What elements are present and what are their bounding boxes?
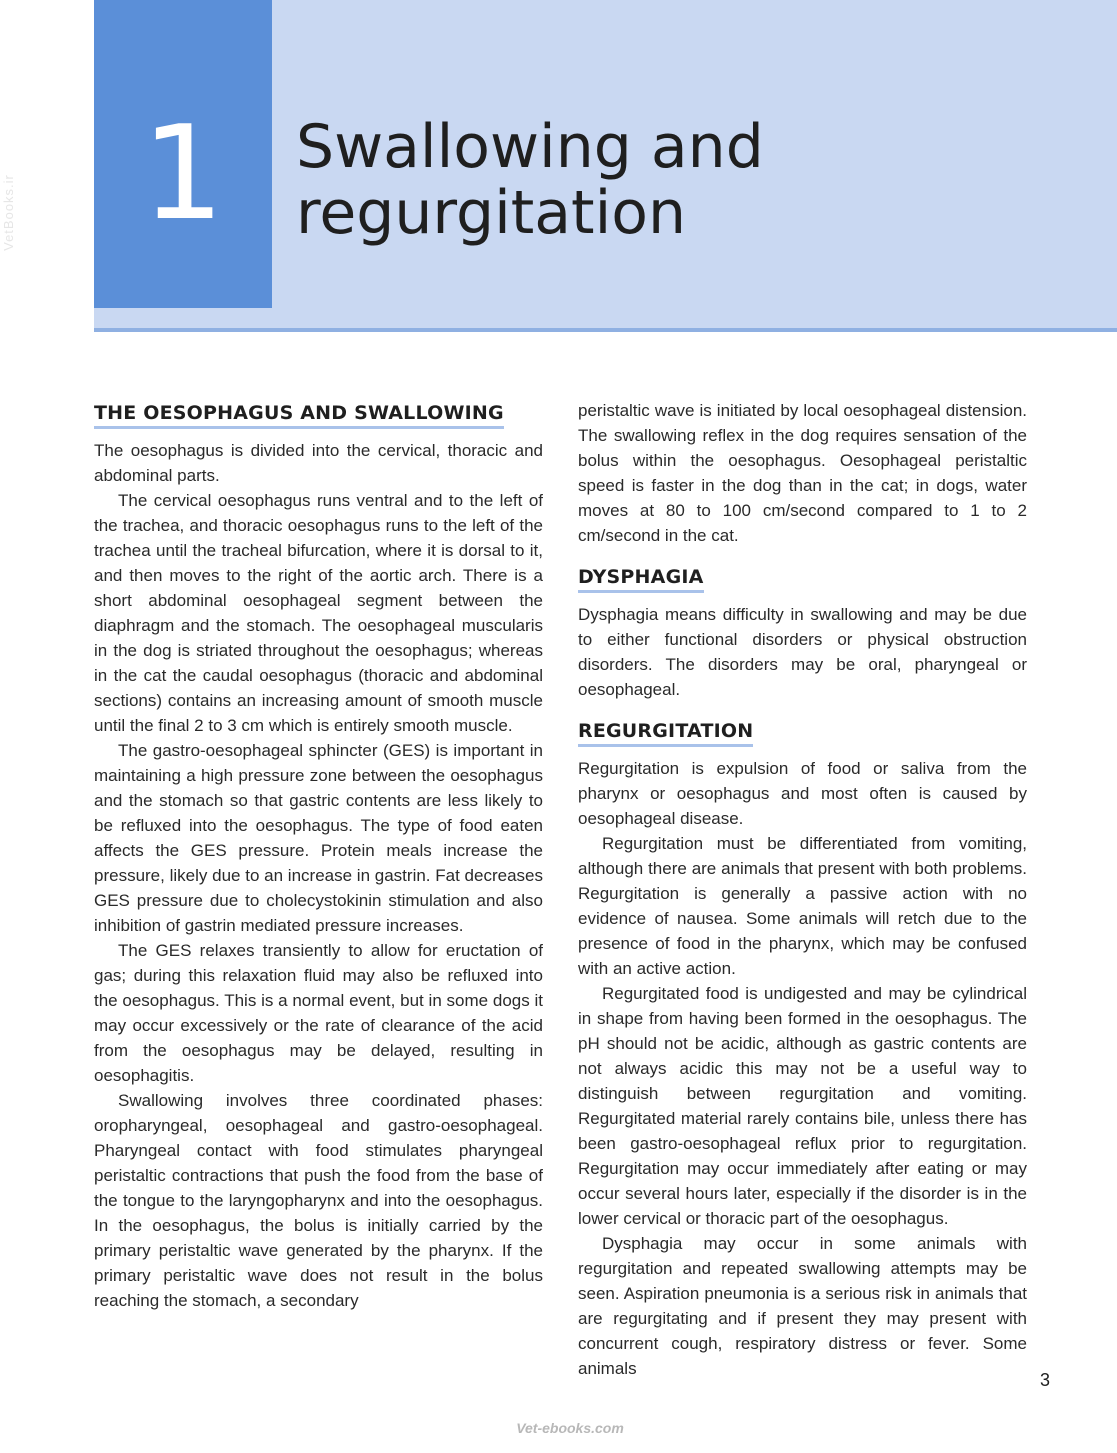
chapter-title xyxy=(296,114,1076,246)
paragraph: Regurgitation must be differentiated from vomiting, although there are animals that present with both problems. Regurgitation is generally a passive action with no evidence of nausea. Some animals will retch due to the presence of food in the pharynx, which may be confused with an active action. xyxy=(578,834,1027,978)
paragraph: Swallowing involves three coordinated phases: oropharyngeal, oesophageal and gastro-oesophageal. Pharyngeal contact with food stimulates pharyngeal peristaltic contractions that push the food from the base of the tongue to the laryngopharynx and into the oesophagus. In the oesophagus, the bolus is initially carried by the primary peristaltic wave generated by the pharynx. If the primary peristaltic wave does not result in the bolus reaching the stomach, a secondary xyxy=(94,1091,543,1310)
chapter-title-line-2: regurgitation xyxy=(296,178,686,248)
chapter-title-line-1: Swallowing and xyxy=(296,112,764,182)
paragraph: The GES relaxes transiently to allow for eructation of gas; during this relaxation fluid may also be refluxed into the oesophagus. This is a normal event, but in some dogs it may occur excessively or the rate of clearance of the acid from the oesophagus may be delayed, resulting in oesophagitis. xyxy=(94,941,543,1085)
paragraph: Dysphagia means difficulty in swallowing and may be due to either functional disorders or physical obstruction disorders. The disorders may be oral, pharyngeal or oesophageal. xyxy=(578,605,1027,699)
side-watermark: VetBooks.ir xyxy=(0,174,16,251)
paragraph: The gastro-oesophageal sphincter (GES) is important in maintaining a high pressure zone between the oesophagus and the stomach so that gastric contents are less likely to be refluxed into the oesophagus. The type of food eaten affects the GES pressure. Protein meals increase the pressure, likely due to an increase in gastrin. Fat decreases GES pressure due to cholecystokinin stimulation and also inhibition of gastrin mediated pressure increases. xyxy=(94,741,543,935)
right-column xyxy=(578,398,1027,1381)
left-column xyxy=(94,398,543,1313)
page-number: 3 xyxy=(1040,1370,1051,1390)
header-rule xyxy=(94,328,1117,332)
paragraph: Regurgitated food is undigested and may be cylindrical in shape from having been formed in the oesophagus. The pH should not be acidic, although as gastric contents are not always acidic this may not be a useful way to distinguish between regurgitation and vomiting. Regurgitated material rarely contains bile, unless there has been gastro-oesophageal reflux prior to regurgitation. Regurgitation may occur immediately after eating or may occur several hours later, especially if the disorder is in the lower cervical or thoracic part of the oesophagus. xyxy=(578,984,1027,1228)
footer-watermark: Vet-ebooks.com xyxy=(516,1420,624,1436)
paragraph: Regurgitation is expulsion of food or saliva from the pharynx or oesophagus and most often is caused by oesophageal disease. xyxy=(578,759,1027,828)
section-heading-regurgitation: REGURGITATION xyxy=(578,719,753,747)
paragraph: peristaltic wave is initiated by local oesophageal distension. The swallowing reflex in the dog requires sensation of the bolus within the oesophagus. Oesophageal peristaltic speed is faster in the dog than in the cat; in dogs, water moves at 80 to 100 cm/second compared to 1 to 2 cm/second in the cat. xyxy=(578,401,1027,545)
chapter-number: 1 xyxy=(141,97,225,249)
section-heading-dysphagia: DYSPHAGIA xyxy=(578,565,704,593)
section-heading-oesophagus: THE OESOPHAGUS AND SWALLOWING xyxy=(94,401,504,429)
paragraph: The oesophagus is divided into the cervical, thoracic and abdominal parts. xyxy=(94,441,543,485)
paragraph: The cervical oesophagus runs ventral and to the left of the trachea, and thoracic oesophagus runs to the left of the trachea until the tracheal bifurcation, where it is dorsal to it, and then moves to the right of the aortic arch. There is a short abdominal oesophageal segment between the diaphragm and the stomach. The oesophageal muscularis in the dog is striated throughout the oesophagus; whereas in the cat the caudal oesophagus (thoracic and abdominal sections) contains an increasing amount of smooth muscle until the final 2 to 3 cm which is entirely smooth muscle. xyxy=(94,491,543,735)
paragraph: Dysphagia may occur in some animals with regurgitation and repeated swallowing attempts may be seen. Aspiration pneumonia is a serious risk in animals that are regurgitating and if present they may present with concurrent cough, respiratory distress or fever. Some animals xyxy=(578,1234,1027,1378)
